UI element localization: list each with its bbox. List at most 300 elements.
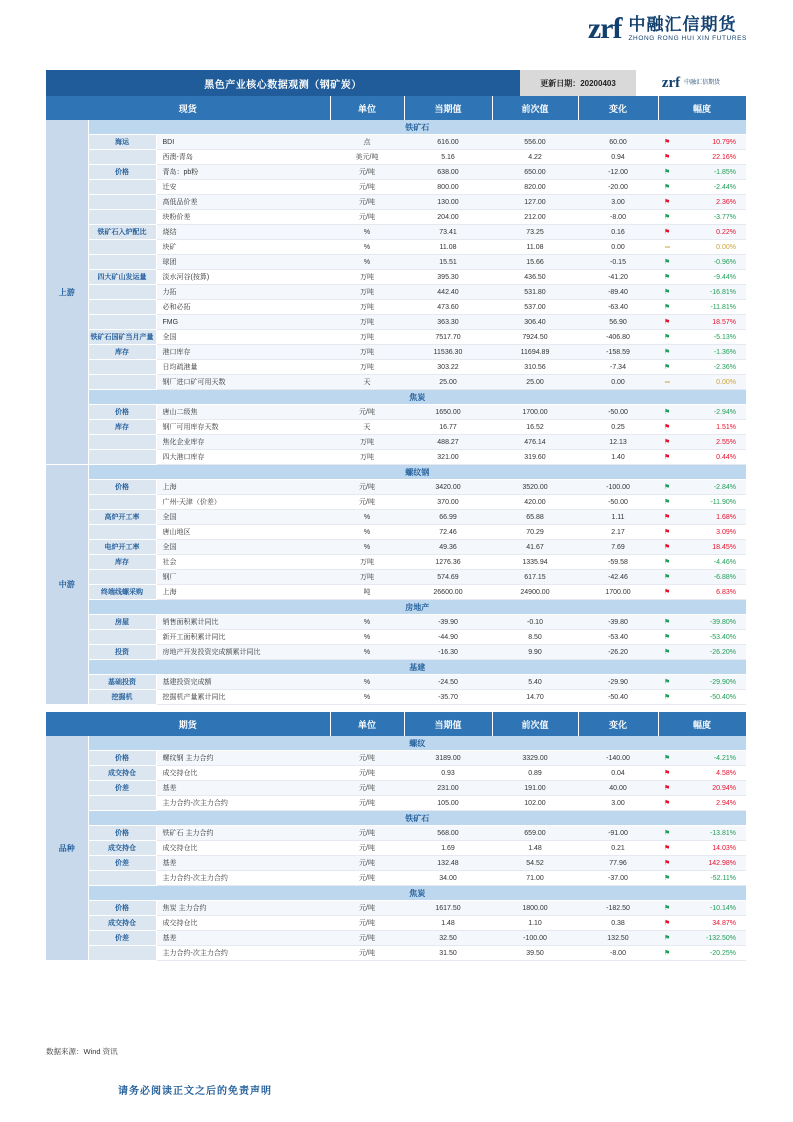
trend-flag-icon: ⚑ [658,285,676,300]
row-unit: 元/吨 [330,916,404,931]
row-change: -8.00 [578,946,658,961]
header-logo [636,70,746,96]
col-change: 变化 [578,712,658,736]
row-amplitude: 22.16% [676,150,746,165]
row-change: 1.40 [578,450,658,465]
table-row [46,796,746,811]
row-current: 1650.00 [404,405,492,420]
group-futures-iron-ore-label: 铁矿石 [88,811,746,826]
row-current: 31.50 [404,946,492,961]
row-unit: % [330,255,404,270]
row-unit: % [330,615,404,630]
row-change: -63.40 [578,300,658,315]
row-unit: 万吨 [330,315,404,330]
row-amplitude: 142.98% [676,856,746,871]
table-row [46,766,746,781]
row-unit: 元/吨 [330,405,404,420]
row-unit: % [330,675,404,690]
row-current: 638.00 [404,165,492,180]
row-unit: 元/吨 [330,901,404,916]
row-unit: 点 [330,135,404,150]
row-item: 成交持仓比 [156,841,330,856]
row-change: -41.20 [578,270,658,285]
row-unit: 元/吨 [330,931,404,946]
disclaimer: 请务必阅读正文之后的免责声明 [118,1086,272,1097]
group-rebar [46,465,746,480]
row-change: 12.13 [578,435,658,450]
row-current: 363.30 [404,315,492,330]
row-previous: -0.10 [492,615,578,630]
trend-flag-icon: ═ [658,240,676,255]
row-subgroup: 价差 [88,931,156,946]
row-unit: 美元/吨 [330,150,404,165]
row-item: 唐山二级焦 [156,405,330,420]
row-current: -16.30 [404,645,492,660]
row-subgroup [88,435,156,450]
row-current: 66.99 [404,510,492,525]
spot-section-title: 现货 [46,96,330,120]
table-row [46,420,746,435]
data-source: 数据来源：Wind 资讯 [46,1047,118,1056]
row-item: 房地产开发投资完成额累计同比 [156,645,330,660]
row-current: 574.69 [404,570,492,585]
row-subgroup: 成交持仓 [88,916,156,931]
table-row [46,450,746,465]
trend-flag-icon: ⚑ [658,796,676,811]
table-row [46,240,746,255]
row-subgroup: 价格 [88,480,156,495]
row-unit: % [330,630,404,645]
row-unit: % [330,540,404,555]
group-futures-rebar [46,736,746,751]
row-subgroup: 铁矿石入炉配比 [88,225,156,240]
group-futures-coke-label: 焦炭 [88,886,746,901]
row-subgroup: 基础投资 [88,675,156,690]
row-subgroup: 投资 [88,645,156,660]
row-amplitude: 0.44% [676,450,746,465]
row-subgroup [88,255,156,270]
row-previous: 102.00 [492,796,578,811]
table-row [46,525,746,540]
table-row [46,916,746,931]
row-change: -8.00 [578,210,658,225]
row-previous: 71.00 [492,871,578,886]
row-current: 7517.70 [404,330,492,345]
trend-flag-icon: ⚑ [658,555,676,570]
row-amplitude: -4.21% [676,751,746,766]
row-item: FMG [156,315,330,330]
col-unit: 单位 [330,96,404,120]
row-current: 1276.36 [404,555,492,570]
row-item: 铁矿石 主力合约 [156,826,330,841]
table-row [46,210,746,225]
group-realestate-label: 房地产 [88,600,746,615]
group-iron-ore-label: 铁矿石 [88,120,746,135]
trend-flag-icon: ⚑ [658,330,676,345]
row-item: 块矿 [156,240,330,255]
row-previous: 25.00 [492,375,578,390]
row-previous: 39.50 [492,946,578,961]
trend-flag-icon: ⚑ [658,585,676,600]
row-change: -42.46 [578,570,658,585]
row-change: 0.00 [578,375,658,390]
row-subgroup: 价格 [88,405,156,420]
trend-flag-icon: ⚑ [658,946,676,961]
report-title: 黑色产业核心数据观测（钢矿炭） [46,70,520,96]
row-current: 231.00 [404,781,492,796]
row-item: 主力合约-次主力合约 [156,796,330,811]
row-current: -44.90 [404,630,492,645]
row-previous: 11.08 [492,240,578,255]
table-row [46,901,746,916]
row-current: 473.60 [404,300,492,315]
table-row [46,675,746,690]
row-amplitude: -13.81% [676,826,746,841]
row-change: 1700.00 [578,585,658,600]
trend-flag-icon: ⚑ [658,751,676,766]
trend-flag-icon: ⚑ [658,405,676,420]
row-amplitude: 0.00% [676,375,746,390]
row-amplitude: -29.90% [676,675,746,690]
table-row [46,690,746,705]
row-change: -20.00 [578,180,658,195]
table-row [46,856,746,871]
trend-flag-icon: ⚑ [658,525,676,540]
group-futures-rebar-label: 螺纹 [88,736,746,751]
row-previous: -100.00 [492,931,578,946]
row-subgroup: 海运 [88,135,156,150]
row-unit: 元/吨 [330,946,404,961]
row-change: -140.00 [578,751,658,766]
table-row [46,480,746,495]
row-item: 西澳-青岛 [156,150,330,165]
row-previous: 1.48 [492,841,578,856]
row-current: 303.22 [404,360,492,375]
row-previous: 537.00 [492,300,578,315]
table-row [46,375,746,390]
row-subgroup [88,495,156,510]
row-subgroup [88,796,156,811]
row-previous: 1700.00 [492,405,578,420]
row-amplitude: -9.44% [676,270,746,285]
table-row [46,630,746,645]
row-change: -37.00 [578,871,658,886]
row-item: 上海 [156,480,330,495]
row-change: -50.00 [578,495,658,510]
futures-section-title: 期货 [46,712,330,736]
row-current: 395.30 [404,270,492,285]
table-row [46,931,746,946]
row-change: 7.69 [578,540,658,555]
row-subgroup [88,570,156,585]
row-unit: 万吨 [330,300,404,315]
row-unit: 天 [330,420,404,435]
row-amplitude: 34.87% [676,916,746,931]
row-change: 0.04 [578,766,658,781]
row-subgroup: 成交持仓 [88,841,156,856]
row-unit: 元/吨 [330,195,404,210]
table-row [46,435,746,450]
row-current: 25.00 [404,375,492,390]
row-unit: 元/吨 [330,751,404,766]
row-amplitude: 2.55% [676,435,746,450]
row-change: 2.17 [578,525,658,540]
row-amplitude: -39.80% [676,615,746,630]
row-unit: 元/吨 [330,871,404,886]
col-amplitude: 幅度 [658,712,746,736]
table-row [46,946,746,961]
trend-flag-icon: ⚑ [658,360,676,375]
row-change: -29.90 [578,675,658,690]
table-row [46,315,746,330]
row-current: 132.48 [404,856,492,871]
row-change: -182.50 [578,901,658,916]
row-change: 0.00 [578,240,658,255]
row-item: 焦炭 主力合约 [156,901,330,916]
row-previous: 556.00 [492,135,578,150]
row-previous: 15.66 [492,255,578,270]
table-row [46,330,746,345]
group-futures-coke [46,886,746,901]
trend-flag-icon: ⚑ [658,766,676,781]
row-current: 73.41 [404,225,492,240]
row-subgroup [88,210,156,225]
row-previous: 659.00 [492,826,578,841]
row-current: -39.90 [404,615,492,630]
row-change: 0.38 [578,916,658,931]
row-amplitude: -2.94% [676,405,746,420]
row-previous: 191.00 [492,781,578,796]
row-unit: 万吨 [330,555,404,570]
trend-flag-icon: ⚑ [658,510,676,525]
row-unit: 元/吨 [330,210,404,225]
table-row [46,781,746,796]
row-current: 34.00 [404,871,492,886]
row-current: 3420.00 [404,480,492,495]
spot-table [46,96,747,705]
row-item: 淡水河谷(按算) [156,270,330,285]
report-sheet [46,70,746,961]
row-previous: 70.29 [492,525,578,540]
row-amplitude: -50.40% [676,690,746,705]
row-item: 必和必拓 [156,300,330,315]
trend-flag-icon: ⚑ [658,195,676,210]
row-current: -24.50 [404,675,492,690]
table-row [46,225,746,240]
group-coke-label: 焦炭 [88,390,746,405]
row-item: 基差 [156,931,330,946]
row-previous: 5.40 [492,675,578,690]
row-subgroup [88,180,156,195]
table-row [46,285,746,300]
row-previous: 420.00 [492,495,578,510]
row-amplitude: -0.96% [676,255,746,270]
row-item: 球团 [156,255,330,270]
table-row [46,345,746,360]
row-item: 成交持仓比 [156,766,330,781]
trend-flag-icon: ⚑ [658,450,676,465]
row-subgroup: 库存 [88,420,156,435]
table-row [46,615,746,630]
row-change: -158.59 [578,345,658,360]
table-row [46,180,746,195]
row-previous: 11694.89 [492,345,578,360]
row-item: 社会 [156,555,330,570]
side-label-variety: 品种 [46,736,88,961]
table-row [46,540,746,555]
row-subgroup [88,195,156,210]
table-row [46,555,746,570]
row-change: 1.11 [578,510,658,525]
company-logo [588,14,747,44]
row-previous: 650.00 [492,165,578,180]
row-previous: 212.00 [492,210,578,225]
row-item: 四大港口库存 [156,450,330,465]
table-row [46,165,746,180]
row-unit: 万吨 [330,330,404,345]
row-unit: 元/吨 [330,826,404,841]
row-previous: 9.90 [492,645,578,660]
table-row [46,645,746,660]
trend-flag-icon: ⚑ [658,225,676,240]
row-unit: % [330,240,404,255]
trend-flag-icon: ⚑ [658,165,676,180]
row-subgroup: 电炉开工率 [88,540,156,555]
group-iron-ore [46,120,746,135]
trend-flag-icon: ⚑ [658,645,676,660]
title-row [46,70,746,96]
group-realestate [46,600,746,615]
row-subgroup: 价格 [88,751,156,766]
logo-mark: zrf [587,12,622,45]
trend-flag-icon: ⚑ [658,270,676,285]
row-change: -50.40 [578,690,658,705]
table-row [46,826,746,841]
row-unit: 元/吨 [330,766,404,781]
table-row [46,405,746,420]
row-item: 力拓 [156,285,330,300]
row-change: -0.15 [578,255,658,270]
table-row [46,150,746,165]
row-amplitude: 4.58% [676,766,746,781]
trend-flag-icon: ⚑ [658,841,676,856]
row-previous: 3329.00 [492,751,578,766]
row-item: 青岛：pb粉 [156,165,330,180]
side-label-midstream: 中游 [46,465,88,705]
row-amplitude: 18.57% [676,315,746,330]
row-previous: 310.56 [492,360,578,375]
row-unit: 万吨 [330,285,404,300]
row-current: 11536.30 [404,345,492,360]
row-change: -100.00 [578,480,658,495]
row-previous: 476.14 [492,435,578,450]
row-amplitude: -1.36% [676,345,746,360]
row-previous: 73.25 [492,225,578,240]
row-change: -53.40 [578,630,658,645]
row-previous: 14.70 [492,690,578,705]
row-item: 主力合约-次主力合约 [156,871,330,886]
row-subgroup [88,360,156,375]
row-current: 568.00 [404,826,492,841]
trend-flag-icon: ⚑ [658,690,676,705]
row-change: 132.50 [578,931,658,946]
row-unit: % [330,225,404,240]
col-current: 当期值 [404,712,492,736]
col-change: 变化 [578,96,658,120]
spot-header-row [46,96,746,120]
table-row [46,270,746,285]
row-subgroup: 挖掘机 [88,690,156,705]
row-unit: 万吨 [330,270,404,285]
row-amplitude: 20.94% [676,781,746,796]
row-unit: 元/吨 [330,480,404,495]
row-change: -59.58 [578,555,658,570]
row-unit: 元/吨 [330,180,404,195]
table-row [46,570,746,585]
table-row [46,495,746,510]
trend-flag-icon: ⚑ [658,871,676,886]
row-amplitude: 0.22% [676,225,746,240]
trend-flag-icon: ⚑ [658,916,676,931]
row-amplitude: 6.83% [676,585,746,600]
row-previous: 16.52 [492,420,578,435]
row-subgroup: 价差 [88,781,156,796]
row-unit: 万吨 [330,450,404,465]
row-item: 钢厂 [156,570,330,585]
row-unit: 天 [330,375,404,390]
trend-flag-icon: ⚑ [658,135,676,150]
row-item: 全国 [156,540,330,555]
row-subgroup: 终端线螺采购 [88,585,156,600]
row-previous: 3520.00 [492,480,578,495]
row-item: 港口库存 [156,345,330,360]
row-subgroup: 高炉开工率 [88,510,156,525]
header-logo-mark: zrf [661,74,681,91]
row-amplitude: -3.77% [676,210,746,225]
trend-flag-icon: ⚑ [658,435,676,450]
trend-flag-icon: ⚑ [658,495,676,510]
row-unit: 元/吨 [330,495,404,510]
row-amplitude: -2.36% [676,360,746,375]
row-item: 基差 [156,856,330,871]
row-subgroup [88,285,156,300]
col-unit: 单位 [330,712,404,736]
trend-flag-icon: ⚑ [658,826,676,841]
row-amplitude: -52.11% [676,871,746,886]
row-current: 72.46 [404,525,492,540]
row-item: 新开工面积累计同比 [156,630,330,645]
row-subgroup: 四大矿山发运量 [88,270,156,285]
row-current: 370.00 [404,495,492,510]
row-previous: 0.89 [492,766,578,781]
group-futures-iron-ore [46,811,746,826]
trend-flag-icon: ⚑ [658,570,676,585]
trend-flag-icon: ⚑ [658,480,676,495]
row-current: 16.77 [404,420,492,435]
row-unit: 万吨 [330,435,404,450]
row-subgroup [88,946,156,961]
table-row [46,135,746,150]
row-unit: 吨 [330,585,404,600]
row-amplitude: -53.40% [676,630,746,645]
row-amplitude: 3.09% [676,525,746,540]
futures-header-row [46,712,746,736]
table-row [46,585,746,600]
row-amplitude: -16.81% [676,285,746,300]
row-amplitude: 18.45% [676,540,746,555]
table-row [46,510,746,525]
table-row [46,841,746,856]
